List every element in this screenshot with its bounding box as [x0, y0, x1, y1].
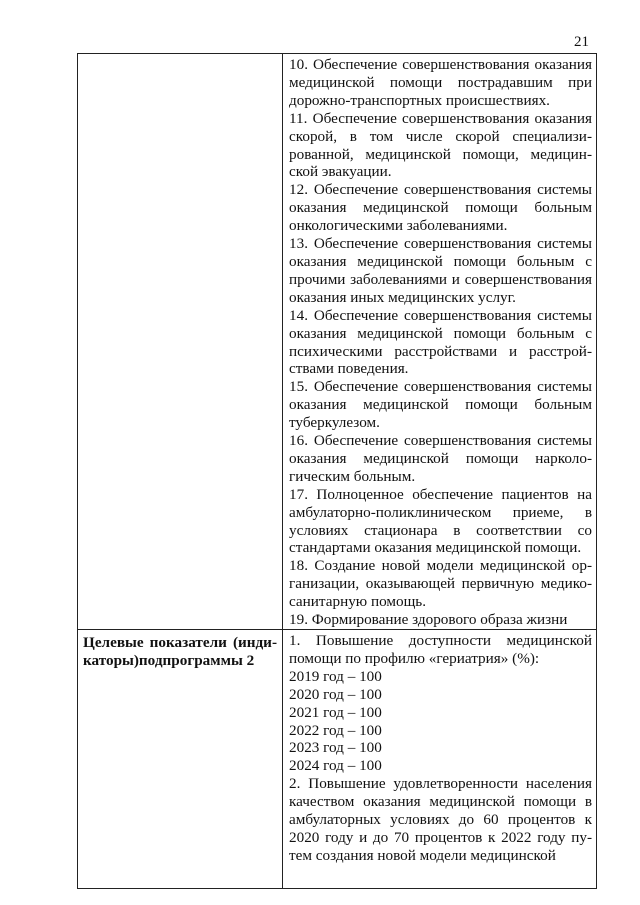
table-row-indicators [78, 630, 597, 889]
tasks-cell [283, 54, 597, 630]
task-item: 13. Обеспечение совершенствования системы оказания медицинской помощи больным с прочими заболеваниями и совершенствования оказания иных медицинских услуг. [289, 235, 592, 306]
indicators-cell [283, 630, 597, 889]
task-item: 12. Обеспечение совершенствования системы оказания медицинской помощи больным онкологическими заболеваниями. [289, 181, 592, 235]
task-item: 10. Обеспечение совершенствования оказания медицинской помощи пострадавшим при дорожно-транспортных происшествиях. [289, 56, 592, 109]
row-label-cell [78, 630, 283, 889]
subprogram-passport-table [77, 53, 597, 889]
task-item: 18. Создание новой модели медицинской организации, оказывающей первичную медико-санитарную помощь. [289, 557, 592, 611]
indicator-year-value: 2019 год – 100 [289, 667, 382, 685]
task-item: 19. Формирование здорового образа жизни [289, 611, 568, 629]
indicator-year-value: 2022 год – 100 [289, 721, 382, 739]
indicator-year-value: 2023 год – 100 [289, 739, 382, 757]
row-label-indicators: Целевые показатели (индикаторы)подпрограммы 2 [83, 634, 277, 669]
task-item: 15. Обеспечение совершенствования системы оказания медицинской помощи больным туберкулезом. [289, 378, 592, 432]
indicator-year-value: 2021 год – 100 [289, 703, 382, 721]
task-item: 16. Обеспечение совершенствования системы оказания медицинской помощи наркологическим больным. [289, 432, 592, 485]
task-item: 11. Обеспечение совершенствования оказания скорой, в том числе скорой специализированной, медицинской помощи, медицинской эвакуации. [289, 109, 592, 181]
page-number: 21 [574, 34, 589, 50]
indicator-item: 2. Повышение удовлетворенности населения качеством оказания медицинской помощи в амбулаторных условиях до 60 процентов к 2020 году и до 70 процентов к 2022 году путем создания новой модели медицинской [289, 775, 592, 864]
table-row-tasks [78, 54, 597, 630]
indicator-item: 1. Повышение доступности медицинской помощи по профилю «гериатрия» (%): [289, 632, 592, 667]
task-item: 17. Полноценное обеспечение пациентов на амбулаторно-поликлиническом приеме, в условиях стационара в соответствии со стандартами оказания медицинской помощи. [289, 485, 592, 557]
indicator-year-value: 2024 год – 100 [289, 757, 382, 775]
task-item: 14. Обеспечение совершенствования системы оказания медицинской помощи больным с психическими расстройствами и расстройствами поведения. [289, 306, 592, 378]
indicator-year-value: 2020 год – 100 [289, 685, 382, 703]
row-label-cell-empty [78, 54, 283, 630]
